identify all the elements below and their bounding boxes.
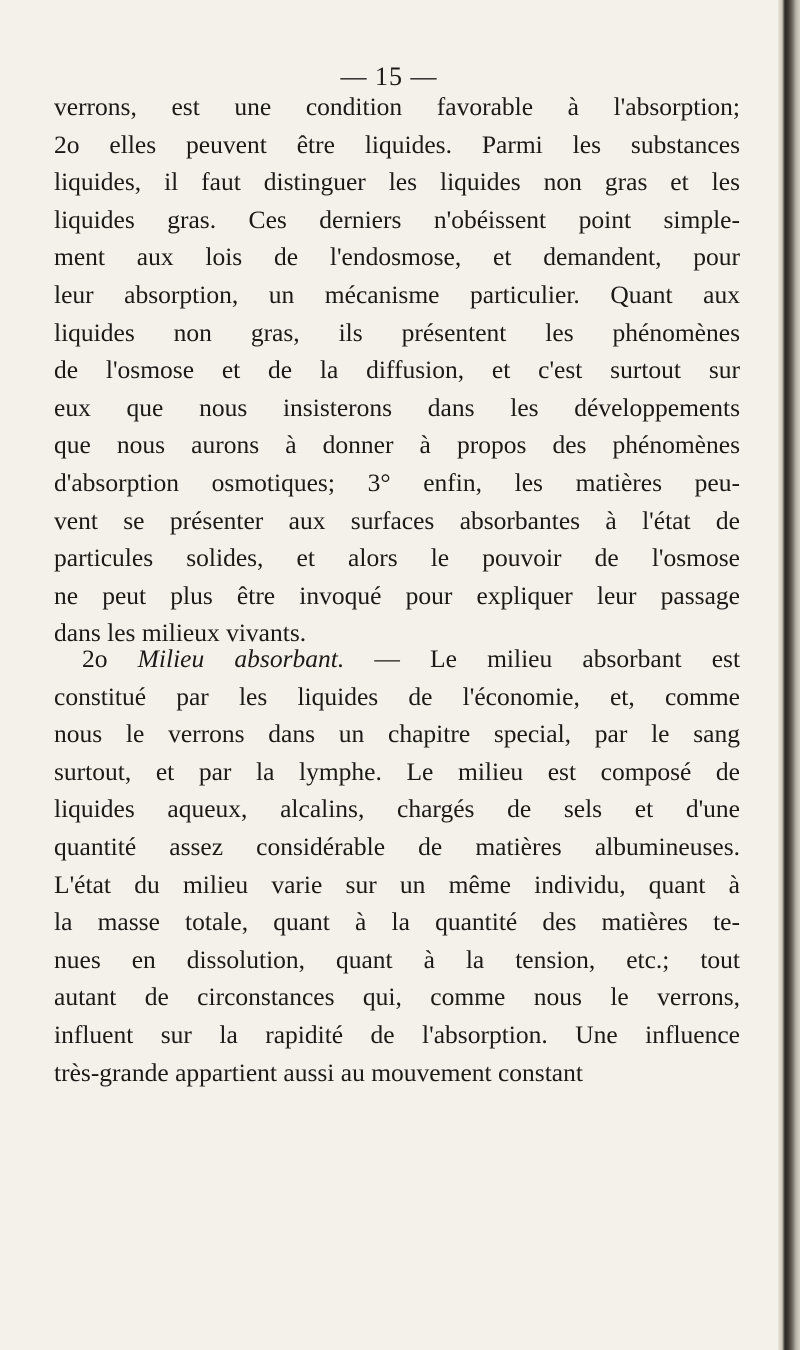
text-line: liquides, il faut distinguer les liquides non gras et les (54, 167, 740, 197)
text-line: autant de circonstances qui, comme nous le verrons, (54, 982, 740, 1012)
text-line: liquides non gras, ils présentent les phénomènes (54, 317, 740, 347)
text-line: quantité assez considérable de matières albumineuses. (54, 831, 740, 861)
text-line: leur absorption, un mécanisme particulier. Quant aux (54, 279, 740, 309)
text-line: surtout, et par la lymphe. Le milieu est composé de (54, 756, 740, 786)
section-title: Milieu absorbant. (137, 644, 345, 673)
section-number: 2o (82, 644, 108, 673)
paragraph-milieu-absorbant (54, 640, 740, 1091)
text-line: liquides aqueux, alcalins, chargés de sels et d'une (54, 794, 740, 824)
text-line: 2o elles peuvent être liquides. Parmi les substances (54, 129, 740, 159)
text-line: verrons, est une condition favorable à l'absorption; (54, 92, 740, 121)
book-edge-shadow (778, 0, 800, 1350)
text-line: vent se présenter aux surfaces absorbantes à l'état de (54, 505, 740, 535)
text-line: particules solides, et alors le pouvoir de l'osmose (54, 543, 740, 573)
text-line: influent sur la rapidité de l'absorption. Une influence (54, 1019, 740, 1049)
text-line: de l'osmose et de la diffusion, et c'est surtout sur (54, 355, 740, 385)
text-line: ne peut plus être invoqué pour expliquer leur passage (54, 580, 740, 610)
text-line: eux que nous insisterons dans les développements (54, 392, 740, 422)
text-line: très-grande appartient aussi au mouvement constant (54, 1057, 583, 1087)
paragraph-absorption-substances (54, 88, 740, 652)
text-line: L'état du milieu varie sur un même individu, quant à (54, 869, 740, 899)
section-heading-line (54, 640, 740, 678)
page-number: — 15 — (340, 62, 438, 91)
text-line: que nous aurons à donner à propos des phénomènes (54, 430, 740, 460)
text-line: ment aux lois de l'endosmose, et demandent, pour (54, 242, 740, 272)
text-line: nous le verrons dans un chapitre special, par le sang (54, 719, 740, 749)
text-line: liquides gras. Ces derniers n'obéissent point simple- (54, 204, 740, 234)
text-line: dans les milieux vivants. (54, 618, 307, 648)
text-line: d'absorption osmotiques; 3° enfin, les matières peu- (54, 467, 740, 497)
text-line: constitué par les liquides de l'économie, et, comme (54, 681, 740, 711)
text-line: la masse totale, quant à la quantité des matières te- (54, 907, 740, 937)
text-line: nues en dissolution, quant à la tension, etc.; tout (54, 944, 740, 974)
text-fragment: — Le milieu absorbant est (374, 644, 740, 673)
